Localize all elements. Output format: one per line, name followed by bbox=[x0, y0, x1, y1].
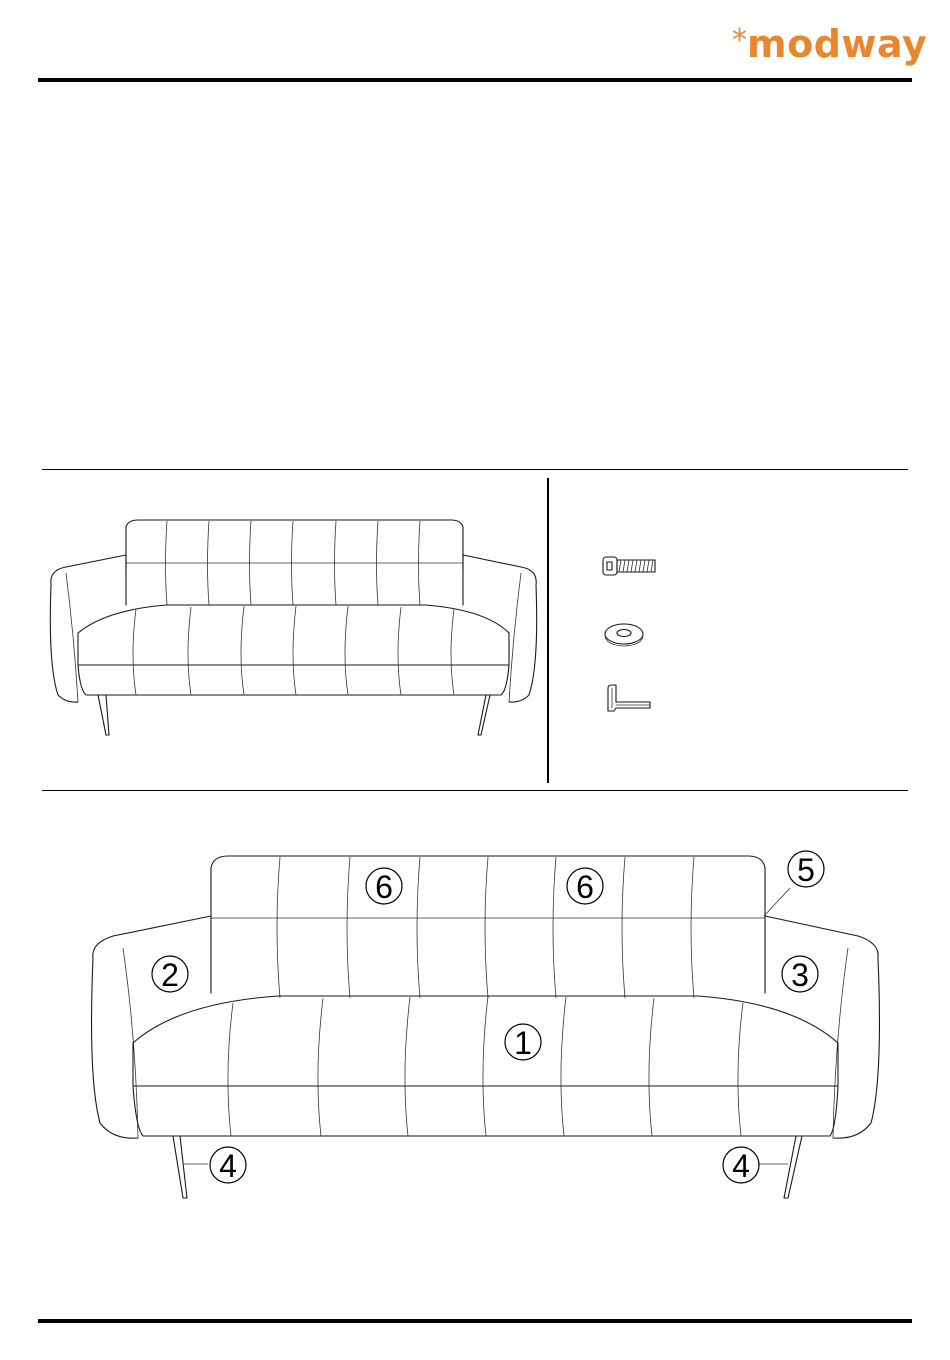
callout-4-right bbox=[721, 1145, 761, 1185]
logo-wordmark: modway bbox=[747, 22, 928, 66]
section-top-rule bbox=[42, 469, 908, 470]
callout-4-left bbox=[208, 1145, 248, 1185]
callout-5-label: 5 bbox=[797, 852, 815, 888]
callout-4-left-label: 4 bbox=[219, 1148, 237, 1184]
brand-logo bbox=[732, 22, 928, 72]
logo-star-icon: * bbox=[732, 23, 747, 58]
callout-3-label: 3 bbox=[791, 957, 809, 993]
callout-1 bbox=[503, 1022, 543, 1062]
callout-3 bbox=[780, 954, 820, 994]
callout-6-right bbox=[565, 866, 605, 906]
header-rule bbox=[38, 78, 912, 82]
washer-icon bbox=[603, 622, 645, 648]
allen-key-icon bbox=[604, 684, 654, 714]
footer-rule bbox=[38, 1319, 912, 1323]
callout-2-label: 2 bbox=[161, 957, 179, 993]
callout-5 bbox=[786, 849, 826, 889]
callout-6-left-label: 6 bbox=[375, 869, 393, 905]
callout-4-right-label: 4 bbox=[732, 1148, 750, 1184]
callout-6-left bbox=[364, 866, 404, 906]
section-divider bbox=[547, 478, 549, 783]
callout-1-label: 1 bbox=[514, 1025, 532, 1061]
sofa-overview-illustration bbox=[46, 515, 541, 740]
section-bottom-rule bbox=[42, 790, 908, 791]
callout-2 bbox=[150, 954, 190, 994]
callout-6-right-label: 6 bbox=[576, 869, 594, 905]
hex-bolt-icon bbox=[602, 555, 658, 577]
